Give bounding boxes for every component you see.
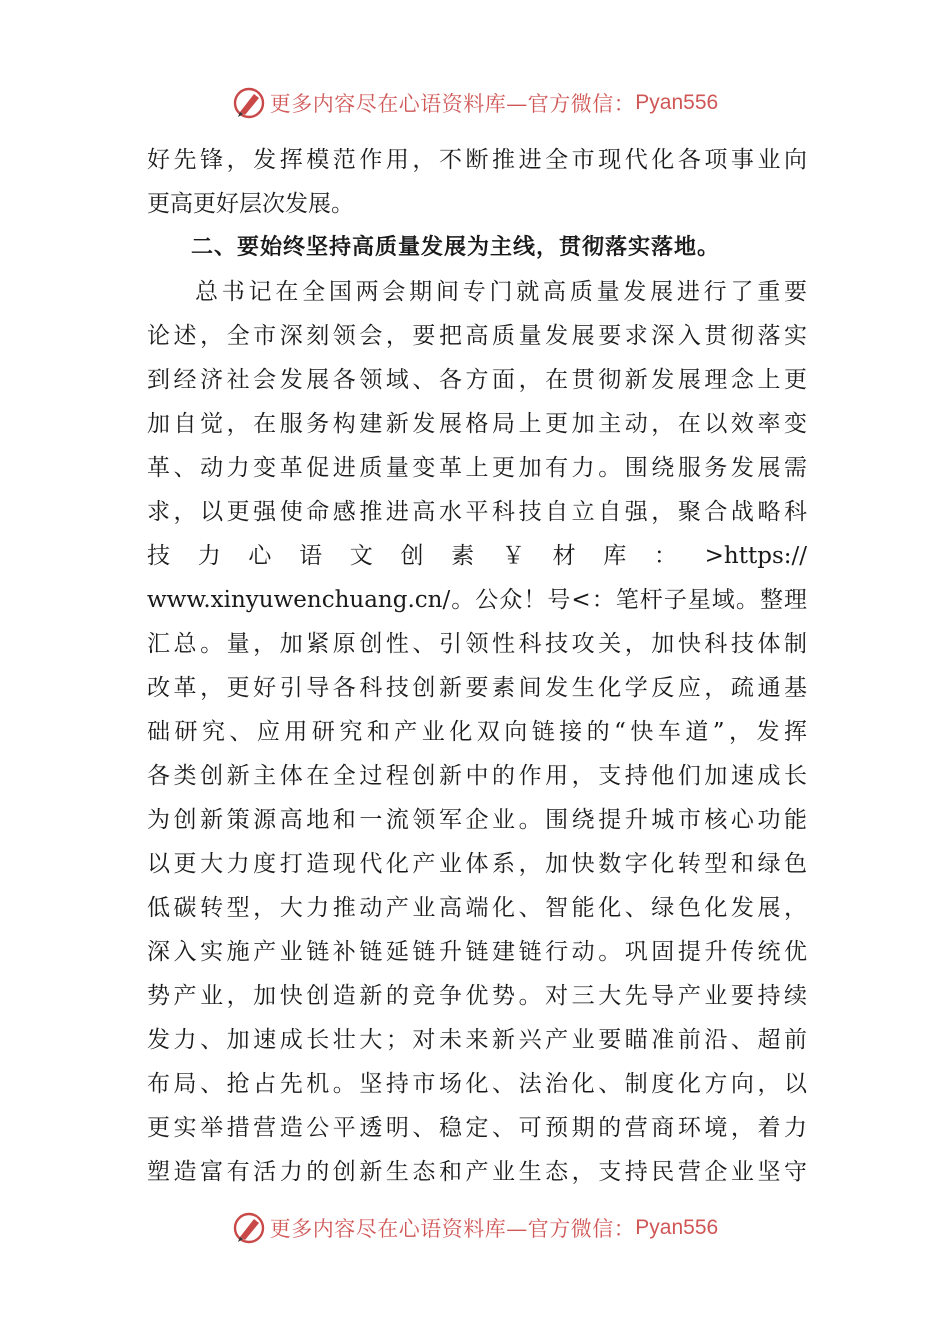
pen-logo-icon xyxy=(232,1211,266,1245)
text-line: 好先锋，发挥模范作用，不断推进全市现代化各项事业向 xyxy=(147,147,807,173)
watermark-line: 技 力 心 语 文 创 素 ￥ 材 库 ： >https:// xyxy=(147,543,807,569)
text-line: 础研究、应用研究和产业化双向链接的“快车道”，发挥 xyxy=(147,719,807,745)
text-line: 低碳转型，大力推动产业高端化、智能化、绿色化发展， xyxy=(147,895,807,921)
text-line: 改革，更好引导各科技创新要素间发生化学反应，疏通基 xyxy=(147,675,807,701)
text-line: 布局、抢占先机。坚持市场化、法治化、制度化方向，以 xyxy=(147,1071,807,1097)
text-line: 论述，全市深刻领会，要把高质量发展要求深入贯彻落实 xyxy=(147,323,807,349)
text-line: 发力、加速成长壮大；对未来新兴产业要瞄准前沿、超前 xyxy=(147,1027,807,1053)
banner-wechat-id: Pyan556 xyxy=(635,1216,719,1239)
banner-text: 更多内容尽在心语资料库—官方微信： xyxy=(269,1217,636,1241)
pen-logo-icon xyxy=(232,86,266,120)
text-line: 更实举措营造公平透明、稳定、可预期的营商环境，着力 xyxy=(147,1115,807,1141)
text-line: 总书记在全国两会期间专门就高质量发展进行了重要 xyxy=(195,279,807,305)
text-line: 更高更好层次发展。 xyxy=(147,191,354,217)
section-heading: 二、要始终坚持高质量发展为主线，贯彻落实落地。 xyxy=(191,235,721,260)
text-line: 各类创新主体在全过程创新中的作用，支持他们加速成长 xyxy=(147,763,807,789)
banner-text: 更多内容尽在心语资料库—官方微信： xyxy=(269,92,636,116)
text-line: 求，以更强使命感推进高水平科技自立自强，聚合战略科 xyxy=(147,499,807,525)
text-line: 革、动力变革促进质量变革上更加有力。围绕服务发展需 xyxy=(147,455,807,481)
banner-wechat-id: Pyan556 xyxy=(635,91,719,114)
document-body xyxy=(147,138,807,1194)
footer-banner xyxy=(0,1208,950,1248)
text-line: 汇总。量，加紧原创性、引领性科技攻关，加快科技体制 xyxy=(147,631,807,657)
header-banner xyxy=(0,83,950,123)
text-line: 以更大力度打造现代化产业体系，加快数字化转型和绿色 xyxy=(147,851,807,877)
watermark-url-line: www.xinyuwenchuang.cn/。公众！号<：笔杆子星域。整理 xyxy=(147,587,807,613)
text-line: 深入实施产业链补链延链升链建链行动。巩固提升传统优 xyxy=(147,939,807,965)
text-line: 为创新策源高地和一流领军企业。围绕提升城市核心功能 xyxy=(147,807,807,833)
text-line: 到经济社会发展各领域、各方面，在贯彻新发展理念上更 xyxy=(147,367,807,393)
text-line: 加自觉，在服务构建新发展格局上更加主动，在以效率变 xyxy=(147,411,807,437)
text-line: 塑造富有活力的创新生态和产业生态，支持民营企业坚守 xyxy=(147,1159,807,1185)
text-line: 势产业，加快创造新的竞争优势。对三大先导产业要持续 xyxy=(147,983,807,1009)
